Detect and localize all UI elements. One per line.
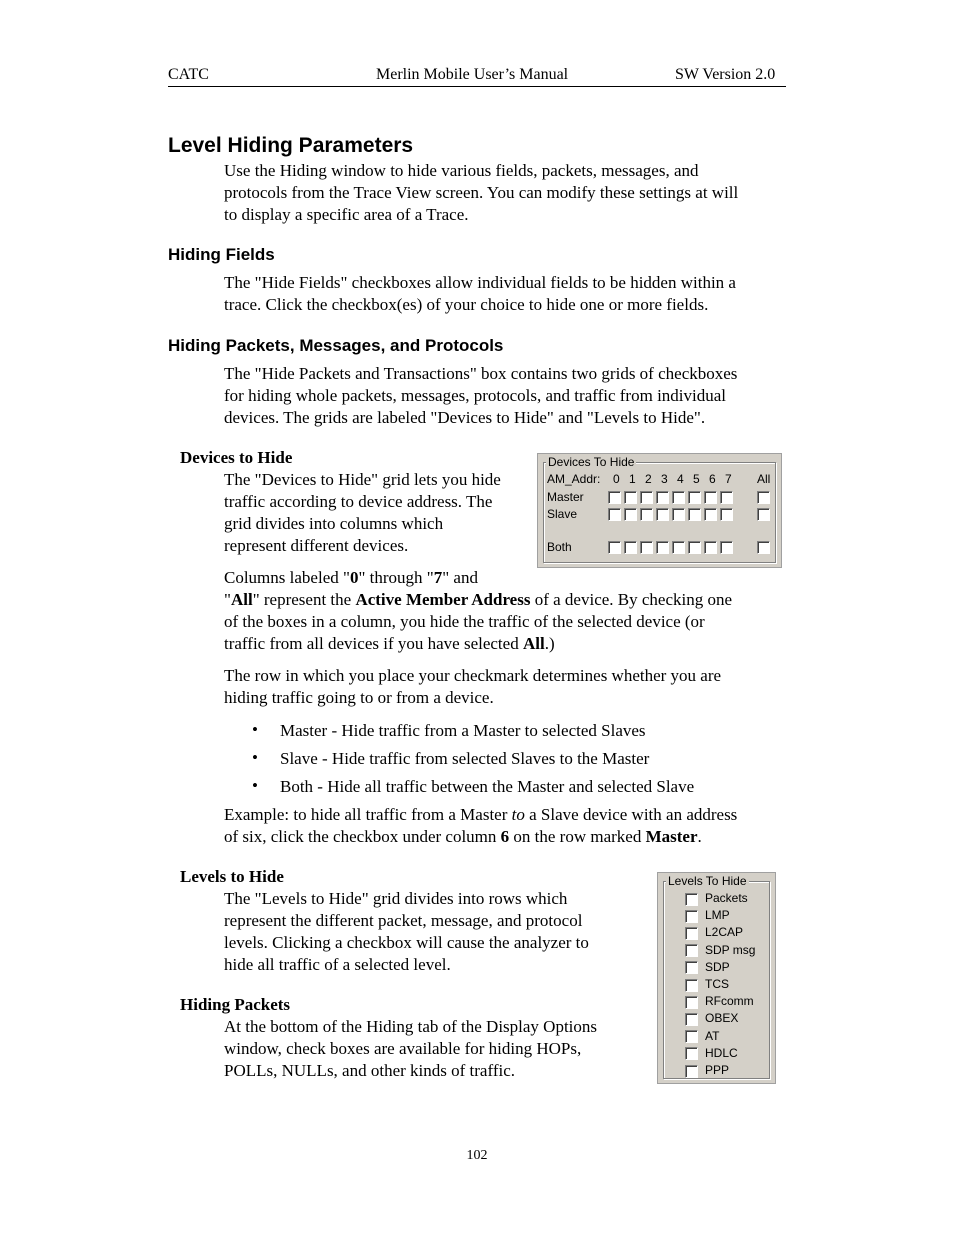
tcs-checkbox[interactable] <box>685 979 698 992</box>
master-checkbox-1[interactable] <box>624 491 637 504</box>
slave-checkbox-4[interactable] <box>672 508 685 521</box>
intro-line: Use the Hiding window to hide various fields, packets, messages, and <box>224 161 699 180</box>
levels-group-title: Levels To Hide <box>668 874 747 888</box>
text-run-bold: All <box>522 634 545 653</box>
paragraph-line: At the bottom of the Hiding tab of the Display Options <box>224 1017 598 1036</box>
both-checkbox-4[interactable] <box>672 541 685 554</box>
slave-checkbox-6[interactable] <box>704 508 717 521</box>
master-checkbox-4[interactable] <box>672 491 685 504</box>
paragraph-line: devices. The grids are labeled "Devices to Hide" and "Levels to Hide". <box>224 408 706 427</box>
levels-heading: Levels to Hide <box>180 867 284 886</box>
slave-checkbox-all[interactable] <box>757 508 770 521</box>
col-label-6: 6 <box>709 472 716 486</box>
paragraph-line: The "Devices to Hide" grid lets you hide <box>224 470 501 489</box>
hiding-fields-heading: Hiding Fields <box>168 245 275 264</box>
bullet-marker: • <box>252 748 258 767</box>
paragraph-line: hide all traffic of a selected level. <box>224 955 451 974</box>
col-label-4: 4 <box>677 472 684 486</box>
text-run-italic: to <box>511 805 525 824</box>
devices-group-title: Devices To Hide <box>548 455 635 469</box>
paragraph-line <box>224 826 737 848</box>
rfcomm-checkbox[interactable] <box>685 996 698 1009</box>
paragraph-line: grid divides into columns which <box>224 514 444 533</box>
hiding-packets-heading: Hiding Packets <box>180 995 291 1014</box>
level-label: Packets <box>705 891 748 905</box>
text-run: " represent the <box>252 590 356 609</box>
master-checkbox-5[interactable] <box>688 491 701 504</box>
hdlc-checkbox[interactable] <box>685 1047 698 1060</box>
paragraph-line: The "Levels to Hide" grid divides into rows which <box>224 889 568 908</box>
text-run: of six, click the checkbox under column <box>224 827 501 846</box>
sdp-msg-checkbox[interactable] <box>685 944 698 957</box>
am-addr-label: AM_Addr: <box>547 472 601 486</box>
ppp-checkbox[interactable] <box>685 1065 698 1078</box>
example-paragraph <box>224 804 737 848</box>
master-checkbox-6[interactable] <box>704 491 717 504</box>
hiding-fields-paragraph <box>224 272 736 316</box>
paragraph-line: POLLs, NULLs, and other kinds of traffic. <box>224 1061 515 1080</box>
master-checkbox-all[interactable] <box>757 491 770 504</box>
paragraph-line: levels. Clicking a checkbox will cause the analyzer to <box>224 933 589 952</box>
bullet-marker: • <box>252 720 258 739</box>
both-checkbox-0[interactable] <box>608 541 621 554</box>
hiding-pmp-heading: Hiding Packets, Messages, and Protocols <box>168 336 504 355</box>
col-label-3: 3 <box>661 472 668 486</box>
bullet-slave: Slave - Hide traffic from selected Slaves to the Master <box>280 749 650 768</box>
level-label: OBEX <box>705 1011 739 1025</box>
paragraph-line: The row in which you place your checkmark determines whether you are <box>224 666 722 685</box>
row-label-master: Master <box>547 490 584 504</box>
intro-paragraph <box>224 160 738 226</box>
level-label: AT <box>705 1029 720 1043</box>
text-run: Columns labeled " <box>224 568 350 587</box>
bullet-master: Master - Hide traffic from a Master to selected Slaves <box>280 721 646 740</box>
both-checkbox-3[interactable] <box>656 541 669 554</box>
text-run: . <box>697 827 702 846</box>
intro-line: to display a specific area of a Trace. <box>224 205 469 224</box>
text-run: " <box>224 590 231 609</box>
devices-to-hide-panel <box>537 453 782 568</box>
header-title: Merlin Mobile User’s Manual <box>376 66 569 83</box>
levels-paragraph <box>224 888 589 976</box>
text-run: on the row marked <box>509 827 646 846</box>
bullet-marker: • <box>252 776 258 795</box>
master-checkbox-7[interactable] <box>720 491 733 504</box>
paragraph-line: for hiding whole packets, messages, protocols, and traffic from individual <box>224 386 727 405</box>
hiding-pmp-paragraph <box>224 363 737 429</box>
master-checkbox-2[interactable] <box>640 491 653 504</box>
at-checkbox[interactable] <box>685 1030 698 1043</box>
paragraph-line: The "Hide Packets and Transactions" box contains two grids of checkboxes <box>224 364 738 383</box>
row-label-both: Both <box>547 540 572 554</box>
section-title: Level Hiding Parameters <box>168 134 414 157</box>
master-checkbox-3[interactable] <box>656 491 669 504</box>
text-run: of a device. By checking one <box>530 590 733 609</box>
level-label: HDLC <box>705 1046 738 1060</box>
level-label: L2CAP <box>705 925 744 939</box>
col-label-2: 2 <box>645 472 652 486</box>
paragraph-line: traffic according to device address. The <box>224 492 493 511</box>
levels-to-hide-panel <box>657 872 776 1084</box>
row-label-slave: Slave <box>547 507 578 521</box>
both-checkbox-5[interactable] <box>688 541 701 554</box>
col-label-all: All <box>757 472 771 486</box>
text-run-bold: 6 <box>500 827 510 846</box>
both-checkbox-2[interactable] <box>640 541 653 554</box>
level-label: LMP <box>705 908 730 922</box>
devices-paragraph <box>224 469 501 557</box>
text-run-bold: Master <box>645 827 698 846</box>
col-label-7: 7 <box>725 472 732 486</box>
devices-heading: Devices to Hide <box>180 448 293 467</box>
text-run: .) <box>544 634 555 653</box>
col-label-1: 1 <box>629 472 636 486</box>
columns-paragraph <box>224 567 732 655</box>
paragraph-line <box>224 589 732 611</box>
level-label: SDP <box>705 960 730 974</box>
level-label: RFcomm <box>705 994 754 1008</box>
slave-checkbox-1[interactable] <box>624 508 637 521</box>
obex-checkbox[interactable] <box>685 1013 698 1026</box>
level-label: TCS <box>705 977 729 991</box>
intro-line: protocols from the Trace View screen. You can modify these settings at will <box>224 183 739 202</box>
paragraph-line: represent the different packet, message, and protocol <box>224 911 583 930</box>
text-run-bold: All <box>230 590 253 609</box>
sdp-checkbox[interactable] <box>685 961 698 974</box>
text-run-bold: 7 <box>433 568 443 587</box>
header-left: CATC <box>168 66 209 83</box>
master-checkbox-0[interactable] <box>608 491 621 504</box>
slave-checkbox-5[interactable] <box>688 508 701 521</box>
text-run: a Slave device with an address <box>524 805 738 824</box>
text-run-bold: Active Member Address <box>355 590 531 609</box>
paragraph-line: The "Hide Fields" checkboxes allow individual fields to be hidden within a <box>224 273 736 292</box>
slave-checkbox-7[interactable] <box>720 508 733 521</box>
lmp-checkbox[interactable] <box>685 910 698 923</box>
page-number: 102 <box>466 1148 488 1163</box>
row-paragraph <box>224 665 721 709</box>
both-checkbox-1[interactable] <box>624 541 637 554</box>
paragraph-line: of the boxes in a column, you hide the traffic of the selected device (or <box>224 612 705 631</box>
paragraph-line <box>224 567 732 589</box>
paragraph-line <box>224 804 737 826</box>
bullet-both: Both - Hide all traffic between the Master and selected Slave <box>280 777 695 796</box>
slave-checkbox-3[interactable] <box>656 508 669 521</box>
level-label: PPP <box>705 1063 730 1077</box>
text-run: " through " <box>358 568 434 587</box>
slave-checkbox-0[interactable] <box>608 508 621 521</box>
both-checkbox-6[interactable] <box>704 541 717 554</box>
paragraph-line: hiding traffic going to or from a device. <box>224 688 494 707</box>
text-run: " and <box>442 568 478 587</box>
paragraph-line: window, check boxes are available for hiding HOPs, <box>224 1039 582 1058</box>
text-run: Example: to hide all traffic from a Master <box>224 805 512 824</box>
col-label-0: 0 <box>613 472 620 486</box>
col-label-5: 5 <box>693 472 700 486</box>
paragraph-line <box>224 633 732 655</box>
both-checkbox-7[interactable] <box>720 541 733 554</box>
both-checkbox-all[interactable] <box>757 541 770 554</box>
level-label: SDP msg <box>705 943 756 957</box>
text-run: traffic from all devices if you have selected <box>224 634 523 653</box>
paragraph-line: represent different devices. <box>224 536 409 555</box>
l2cap-checkbox[interactable] <box>685 927 698 940</box>
packets-checkbox[interactable] <box>685 893 698 906</box>
slave-checkbox-2[interactable] <box>640 508 653 521</box>
hiding-packets-paragraph <box>224 1016 597 1082</box>
header-rule <box>168 86 786 87</box>
header-version: SW Version 2.0 <box>675 66 776 83</box>
paragraph-line: trace. Click the checkbox(es) of your choice to hide one or more fields. <box>224 295 709 314</box>
text-run-bold: 0 <box>349 568 359 587</box>
